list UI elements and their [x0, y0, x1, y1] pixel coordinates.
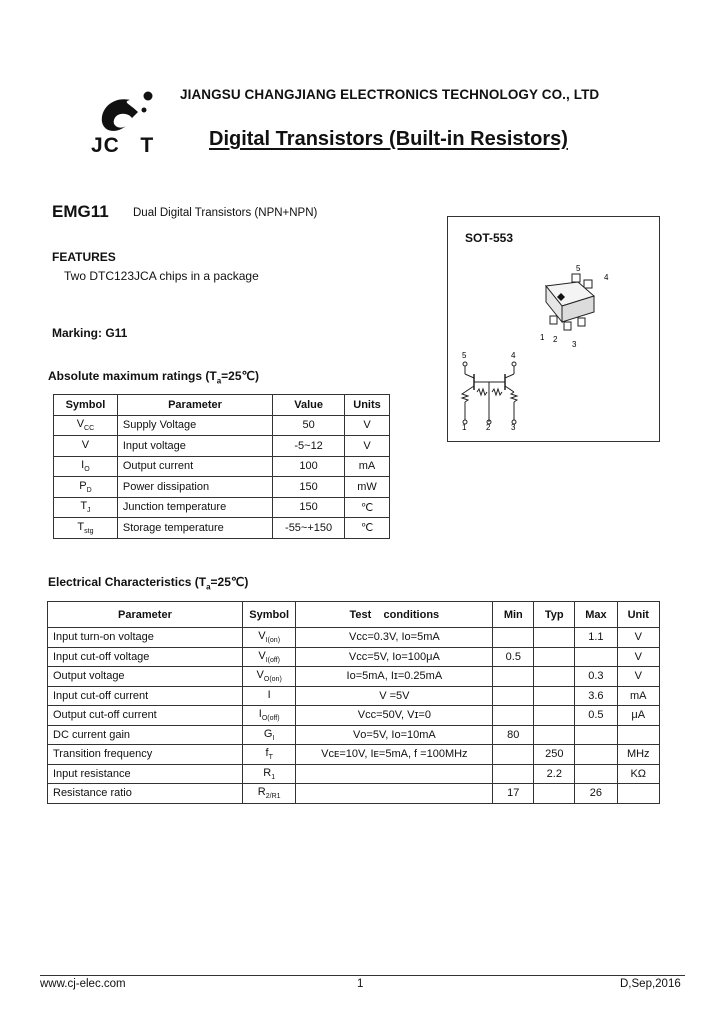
symbol-letter: T	[80, 500, 88, 513]
elec-heading: Electrical Characteristics $(T_a=25℃)$	[48, 575, 249, 592]
symbol-subscript: I(off)	[265, 656, 280, 664]
package-schematic	[452, 350, 532, 430]
typ-cell: 250	[534, 745, 575, 765]
table-row	[54, 456, 390, 477]
unit-cell: mW	[345, 477, 390, 498]
max-cell: 1.1	[575, 628, 617, 648]
marking-text: Marking: G11	[52, 326, 128, 340]
symbol-subscript: T	[268, 754, 273, 762]
parameter-cell: Junction temperature	[117, 497, 272, 518]
unit-cell: μA	[617, 706, 659, 726]
col-units: Units	[345, 395, 390, 416]
unit-cell: V	[617, 647, 659, 667]
max-cell	[575, 647, 617, 667]
logo-letters: JC T	[91, 134, 155, 157]
symbol-subscript: I	[272, 734, 275, 742]
table-row	[48, 628, 660, 648]
max-cell	[575, 764, 617, 784]
symbol-subscript: stg	[84, 527, 94, 535]
conditions-cell: Vᴏ=5V, Iᴏ=10mA	[296, 725, 493, 745]
pkg-pin-4: 4	[604, 273, 609, 282]
part-description: Dual Digital Transistors (NPN+NPN)	[133, 207, 318, 219]
symbol-letter: V	[81, 438, 90, 451]
symbol-subscript: 2/R1	[265, 793, 281, 801]
conditions-cell	[296, 764, 493, 784]
symbol-cell	[242, 667, 296, 687]
symbol-cell	[54, 477, 118, 498]
parameter-cell: Output voltage	[48, 667, 243, 687]
typ-cell	[534, 784, 575, 804]
min-cell	[493, 686, 534, 706]
part-number: EMG11	[52, 202, 109, 221]
unit-cell	[617, 725, 659, 745]
symbol-letter: P	[79, 479, 87, 492]
min-cell: 17	[493, 784, 534, 804]
sch-pin-3: 3	[511, 423, 516, 430]
symbol-cell	[242, 784, 296, 804]
col-min: Min	[493, 602, 534, 628]
symbol-subscript: 1	[271, 773, 276, 781]
sch-pin-5: 5	[462, 351, 467, 360]
package-name: SOT-553	[465, 231, 514, 245]
symbol-subscript: O	[84, 466, 90, 474]
col-test-conditions: Test conditions	[296, 602, 493, 628]
conditions-cell: V =5V	[296, 686, 493, 706]
col-value: Value	[273, 395, 345, 416]
pkg-pin-2: 2	[553, 335, 558, 344]
footer-page-number: 1	[357, 978, 364, 990]
min-cell	[493, 706, 534, 726]
pkg-pin-5: 5	[576, 264, 581, 273]
symbol-cell	[54, 497, 118, 518]
parameter-cell: Power dissipation	[117, 477, 272, 498]
value-cell: 150	[273, 477, 345, 498]
max-cell: 0.5	[575, 706, 617, 726]
pkg-pin-1: 1	[540, 333, 545, 342]
conditions-cell	[296, 784, 493, 804]
value-cell: -55~+150	[273, 518, 345, 539]
value-cell: 150	[273, 497, 345, 518]
symbol-letter: G	[263, 727, 273, 740]
table-row	[54, 477, 390, 498]
unit-cell: V	[345, 436, 390, 457]
symbol-subscript: O(on)	[263, 676, 282, 684]
symbol-subscript: CC	[84, 425, 95, 433]
package-outline-drawing	[532, 262, 622, 352]
sch-pin-2: 2	[486, 423, 491, 430]
typ-cell	[534, 667, 575, 687]
max-cell: 3.6	[575, 686, 617, 706]
parameter-cell: Output cut-off current	[48, 706, 243, 726]
min-cell	[493, 628, 534, 648]
unit-cell: mA	[345, 456, 390, 477]
abs-max-table	[53, 394, 390, 539]
col-parameter: Parameter	[117, 395, 272, 416]
elec-char-table	[47, 601, 660, 804]
typ-cell: 2.2	[534, 764, 575, 784]
typ-cell	[534, 647, 575, 667]
symbol-subscript: O(off)	[261, 715, 280, 723]
unit-cell: mA	[617, 686, 659, 706]
symbol-cell	[54, 456, 118, 477]
document-title: Digital Transistors (Built-in Resistors)	[209, 128, 568, 150]
footer-divider	[40, 975, 685, 976]
abs-max-heading: Absolute maximum ratings $(T_a=25℃)$	[48, 369, 259, 386]
typ-cell	[534, 686, 575, 706]
table-row	[48, 647, 660, 667]
parameter-cell: Transition frequency	[48, 745, 243, 765]
sch-pin-1: 1	[462, 423, 467, 430]
symbol-cell	[54, 436, 118, 457]
sch-pin-4: 4	[511, 351, 516, 360]
unit-cell: MHz	[617, 745, 659, 765]
unit-cell: KΩ	[617, 764, 659, 784]
parameter-cell: DC current gain	[48, 725, 243, 745]
symbol-letter: T	[77, 520, 85, 533]
col-unit: Unit	[617, 602, 659, 628]
company-name: JIANGSU CHANGJIANG ELECTRONICS TECHNOLOGY CO., LTD	[180, 87, 600, 102]
min-cell: 0.5	[493, 647, 534, 667]
max-cell: 0.3	[575, 667, 617, 687]
max-cell	[575, 745, 617, 765]
symbol-letter: V	[76, 418, 85, 431]
col-max: Max	[575, 602, 617, 628]
symbol-letter: V	[258, 649, 266, 662]
unit-cell: ℃	[345, 518, 390, 539]
max-cell	[575, 725, 617, 745]
features-heading: FEATURES	[52, 250, 116, 264]
conditions-cell: Vᴄᴇ=10V, Iᴇ=5mA, f =100MHz	[296, 745, 493, 765]
conditions-cell: Vᴄᴄ=0.3V, Iᴏ=5mA	[296, 628, 493, 648]
col-parameter: Parameter	[48, 602, 243, 628]
symbol-letter: V	[258, 630, 266, 643]
features-text: Two DTC123JCA chips in a package	[64, 269, 259, 283]
max-cell: 26	[575, 784, 617, 804]
symbol-cell	[242, 647, 296, 667]
conditions-cell: Iᴏ=5mA, Iɪ=0.25mA	[296, 667, 493, 687]
parameter-cell: Resistance ratio	[48, 784, 243, 804]
table-row	[54, 415, 390, 436]
min-cell: 80	[493, 725, 534, 745]
table-row	[48, 706, 660, 726]
unit-cell: V	[617, 628, 659, 648]
symbol-letter: I	[267, 688, 271, 701]
table-header-row	[54, 395, 390, 416]
footer-date: D,Sep,2016	[620, 978, 681, 990]
table-row	[48, 686, 660, 706]
unit-cell: V	[617, 667, 659, 687]
symbol-cell	[242, 764, 296, 784]
symbol-subscript: I(on)	[265, 637, 281, 645]
parameter-cell: Input resistance	[48, 764, 243, 784]
pkg-pin-3: 3	[572, 340, 577, 349]
symbol-letter: R	[257, 786, 266, 799]
symbol-subscript: J	[87, 507, 91, 515]
typ-cell	[534, 706, 575, 726]
typ-cell	[534, 628, 575, 648]
col-typ: Typ	[534, 602, 575, 628]
table-row	[54, 436, 390, 457]
unit-cell: ℃	[345, 497, 390, 518]
table-row	[48, 725, 660, 745]
parameter-cell: Input turn-on voltage	[48, 628, 243, 648]
symbol-letter: V	[256, 669, 264, 682]
col-symbol: Symbol	[54, 395, 118, 416]
min-cell	[493, 764, 534, 784]
table-row	[48, 667, 660, 687]
parameter-cell: Input cut-off current	[48, 686, 243, 706]
typ-cell	[534, 725, 575, 745]
symbol-subscript: D	[86, 486, 92, 494]
parameter-cell: Supply Voltage	[117, 415, 272, 436]
conditions-cell: Vᴄᴄ=50V, Vɪ=0	[296, 706, 493, 726]
min-cell	[493, 667, 534, 687]
table-row	[48, 764, 660, 784]
table-row	[48, 745, 660, 765]
symbol-cell	[242, 686, 296, 706]
parameter-cell: Storage temperature	[117, 518, 272, 539]
symbol-cell	[242, 628, 296, 648]
unit-cell	[617, 784, 659, 804]
parameter-cell: Input voltage	[117, 436, 272, 457]
symbol-letter: I	[81, 459, 85, 472]
table-row	[48, 784, 660, 804]
parameter-cell: Output current	[117, 456, 272, 477]
value-cell: 100	[273, 456, 345, 477]
symbol-cell	[54, 415, 118, 436]
symbol-letter: f	[265, 747, 269, 760]
symbol-cell	[54, 518, 118, 539]
symbol-letter: R	[263, 766, 272, 779]
footer-url: www.cj-elec.com	[40, 978, 126, 990]
symbol-cell	[242, 745, 296, 765]
unit-cell: V	[345, 415, 390, 436]
min-cell	[493, 745, 534, 765]
value-cell: -5~12	[273, 436, 345, 457]
table-header-row	[48, 602, 660, 628]
value-cell: 50	[273, 415, 345, 436]
conditions-cell: Vᴄᴄ=5V, Iᴏ=100μA	[296, 647, 493, 667]
symbol-letter: I	[258, 708, 262, 721]
parameter-cell: Input cut-off voltage	[48, 647, 243, 667]
table-row	[54, 497, 390, 518]
col-symbol: Symbol	[242, 602, 296, 628]
symbol-cell	[242, 725, 296, 745]
symbol-cell	[242, 706, 296, 726]
table-row	[54, 518, 390, 539]
